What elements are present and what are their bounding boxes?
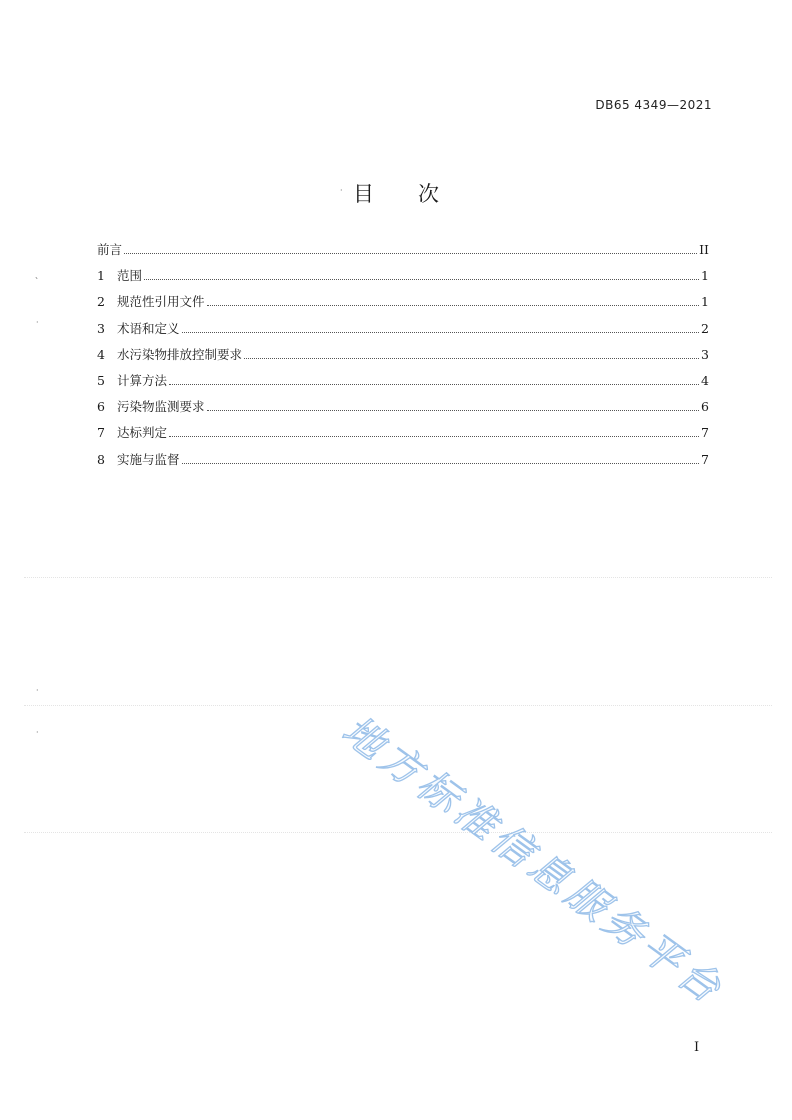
- toc-entry-label: 范围: [117, 268, 143, 284]
- toc-leader-dots: [182, 331, 699, 333]
- toc-entry-7[interactable]: [97, 423, 709, 449]
- toc-entry-page: 7: [701, 451, 709, 467]
- toc-entry-foreword[interactable]: [97, 240, 709, 266]
- scan-artifact-line: [24, 832, 772, 833]
- toc-title: [0, 178, 792, 208]
- toc-entry-label: 污染物监测要求: [117, 399, 205, 415]
- toc-entry-3[interactable]: [97, 319, 709, 345]
- page-number: I: [694, 1040, 700, 1055]
- scan-artifact-line: [24, 705, 772, 706]
- scan-speck: ·: [36, 686, 39, 695]
- toc-entry-1[interactable]: [97, 266, 709, 292]
- toc-leader-dots: [182, 462, 699, 464]
- toc-leader-dots: [124, 252, 697, 254]
- toc-entry-6[interactable]: [97, 397, 709, 423]
- toc-entry-label: 规范性引用文件: [117, 294, 205, 310]
- toc-leader-dots: [207, 304, 699, 306]
- toc-leader-dots: [144, 278, 699, 280]
- scan-speck: ·: [340, 186, 343, 195]
- toc-entry-number: 3: [97, 320, 105, 336]
- toc-entry-label: 达标判定: [117, 425, 168, 441]
- scan-artifact-line: [24, 577, 772, 578]
- toc-entry-2[interactable]: [97, 292, 709, 318]
- table-of-contents: [97, 240, 709, 476]
- toc-entry-page: 4: [701, 372, 709, 388]
- toc-entry-page: 6: [701, 399, 709, 415]
- toc-entry-number: 2: [97, 294, 105, 310]
- scan-speck: 、: [35, 271, 43, 280]
- toc-entry-page: 2: [701, 320, 709, 336]
- toc-entry-page: 1: [701, 294, 709, 310]
- toc-leader-dots: [244, 357, 699, 359]
- toc-entry-page: 7: [701, 425, 709, 441]
- scan-speck: ·: [36, 728, 39, 737]
- toc-entry-label: 实施与监督: [117, 451, 180, 467]
- watermark: 地方标准信息服务平台: [333, 707, 733, 1015]
- toc-entry-label: 前言: [97, 242, 123, 257]
- toc-entry-label: 计算方法: [117, 372, 168, 388]
- toc-leader-dots: [169, 383, 699, 385]
- toc-entry-page: 1: [701, 268, 709, 284]
- toc-entry-page: II: [699, 242, 709, 257]
- scan-speck: ·: [36, 318, 39, 327]
- toc-entry-label: 术语和定义: [117, 320, 180, 336]
- toc-leader-dots: [169, 435, 699, 437]
- standard-number: DB65 4349—2021: [595, 98, 712, 112]
- toc-entry-8[interactable]: [97, 450, 709, 476]
- toc-leader-dots: [207, 409, 699, 411]
- toc-entry-number: 4: [97, 346, 105, 362]
- toc-entry-number: 8: [97, 451, 105, 467]
- toc-entry-page: 3: [701, 346, 709, 362]
- toc-title-char-2: 次: [418, 182, 439, 206]
- toc-entry-number: 5: [97, 372, 105, 388]
- toc-entry-label: 水污染物排放控制要求: [117, 346, 243, 362]
- toc-entry-number: 6: [97, 399, 105, 415]
- toc-entry-4[interactable]: [97, 345, 709, 371]
- toc-entry-number: 1: [97, 268, 105, 284]
- toc-entry-number: 7: [97, 425, 105, 441]
- toc-entry-5[interactable]: [97, 371, 709, 397]
- toc-title-char-1: 目: [353, 182, 374, 206]
